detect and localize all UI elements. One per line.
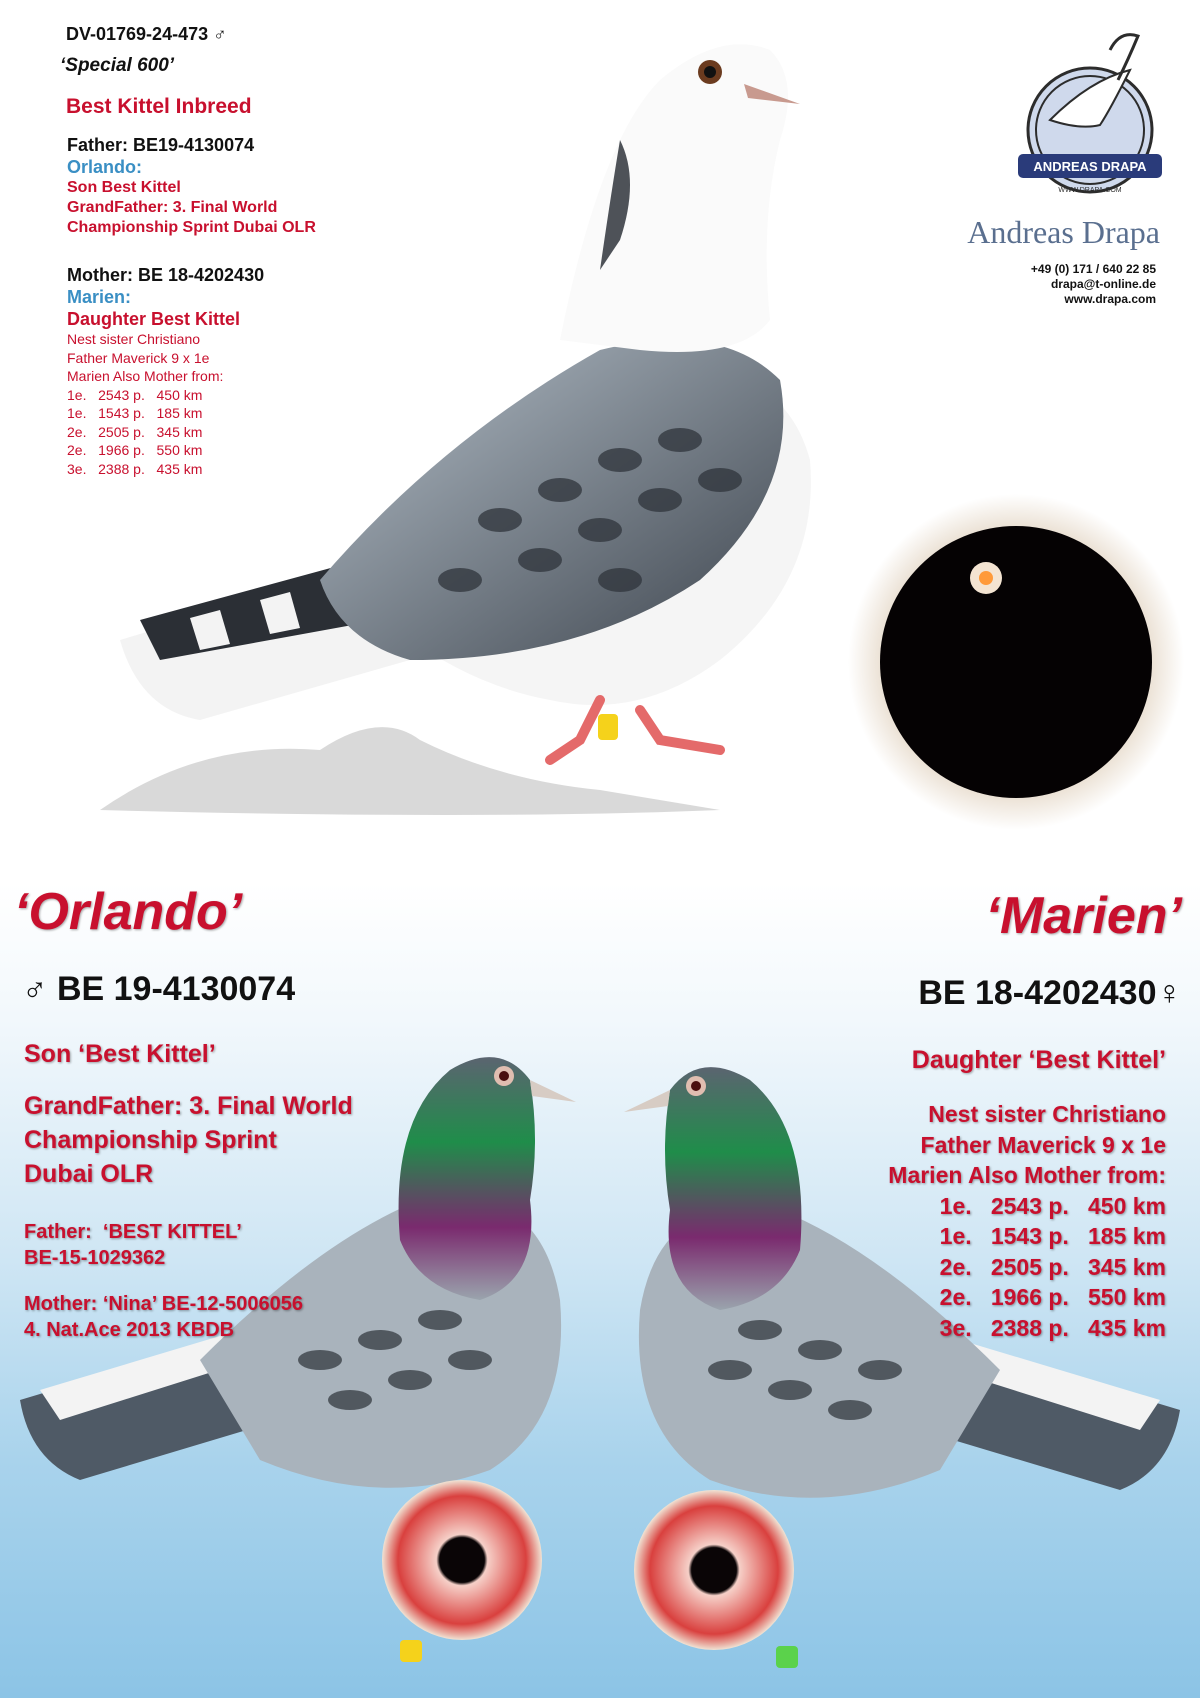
headline: Best Kittel Inbreed <box>66 95 252 118</box>
mother-headline: Daughter Best Kittel <box>67 309 241 329</box>
logo-text: ANDREAS DRAPA <box>1033 159 1147 174</box>
mother-name: Marien: <box>67 287 132 307</box>
result-row: 1e. 1543 p. 185 km <box>939 1223 1166 1249</box>
marien-info <box>786 1046 1166 1343</box>
result-row: 1e. 2543 p. 450 km <box>939 1192 1166 1219</box>
orlando-ring: ♂ BE 19-4130074 <box>22 970 296 1008</box>
phone: +49 (0) 171 / 640 22 85 <box>1030 262 1156 276</box>
nickname: ‘Special 600’ <box>60 55 175 76</box>
mother-line: Nest sister Christiano <box>67 331 201 347</box>
result-row: 2e. 1966 p. 550 km <box>67 442 203 458</box>
mother-label: Mother: BE 18-4202430 <box>67 265 265 285</box>
father-line: Championship Sprint Dubai OLR <box>67 219 316 236</box>
gf-line: Championship Sprint <box>24 1126 277 1154</box>
mother-line: Father Maverick 9 x 1e <box>67 349 210 366</box>
mother-line: 4. Nat.Ace 2013 KBDB <box>24 1319 235 1341</box>
result-row: 3e. 2388 p. 435 km <box>67 460 203 477</box>
result-row: 3e. 2388 p. 435 km <box>939 1314 1166 1341</box>
pigeon-main-image <box>80 20 900 840</box>
marien-daughter: Daughter ‘Best Kittel’ <box>911 1046 1166 1074</box>
contact-block <box>960 262 1156 307</box>
orlando-father <box>24 1219 404 1271</box>
orlando-info <box>24 1040 404 1363</box>
email[interactable]: drapa@t-online.de <box>1050 277 1156 291</box>
eye-closeup-image <box>846 492 1186 832</box>
mother-line: Mother: ‘Nina’ BE-12-5006056 <box>24 1293 303 1315</box>
dove-logo-icon <box>1010 30 1170 200</box>
brand-name: Andreas Drapa <box>967 214 1160 250</box>
orlando-grandfather <box>24 1089 404 1191</box>
mother-line: Marien Also Mother from: <box>67 368 224 384</box>
father-line: Father: ‘BEST KITTEL’ <box>24 1221 242 1243</box>
father-name: Orlando: <box>67 157 142 177</box>
marien-ring: BE 18-4202430♀ <box>918 974 1182 1012</box>
orlando-title: ‘Orlando’ <box>14 883 243 941</box>
father-line: Son Best Kittel <box>67 179 181 196</box>
marien-line: Nest sister Christiano <box>928 1101 1166 1127</box>
result-row: 2e. 1966 p. 550 km <box>939 1284 1166 1310</box>
gf-line: Dubai OLR <box>24 1160 154 1188</box>
result-row: 1e. 1543 p. 185 km <box>67 405 203 421</box>
orlando-son: Son ‘Best Kittel’ <box>24 1040 216 1068</box>
result-row: 1e. 2543 p. 450 km <box>67 386 203 403</box>
father-label: Father: BE19-4130074 <box>67 135 255 155</box>
result-row: 2e. 2505 p. 345 km <box>939 1253 1166 1280</box>
father-line: GrandFather: 3. Final World <box>67 199 278 216</box>
result-row: 2e. 2505 p. 345 km <box>67 423 203 440</box>
ring-id: DV-01769-24-473 ♂ <box>66 24 227 44</box>
website[interactable]: www.drapa.com <box>1064 292 1156 306</box>
logo-small-text: WWW.DRAPA.COM <box>1058 187 1122 194</box>
marien-line: Marien Also Mother from: <box>888 1162 1166 1188</box>
father-line: BE-15-1029362 <box>24 1247 166 1269</box>
marien-title: ‘Marien’ <box>985 887 1182 945</box>
marien-line: Father Maverick 9 x 1e <box>920 1131 1166 1158</box>
orlando-mother <box>24 1291 404 1343</box>
gf-line: GrandFather: 3. Final World <box>24 1092 353 1120</box>
